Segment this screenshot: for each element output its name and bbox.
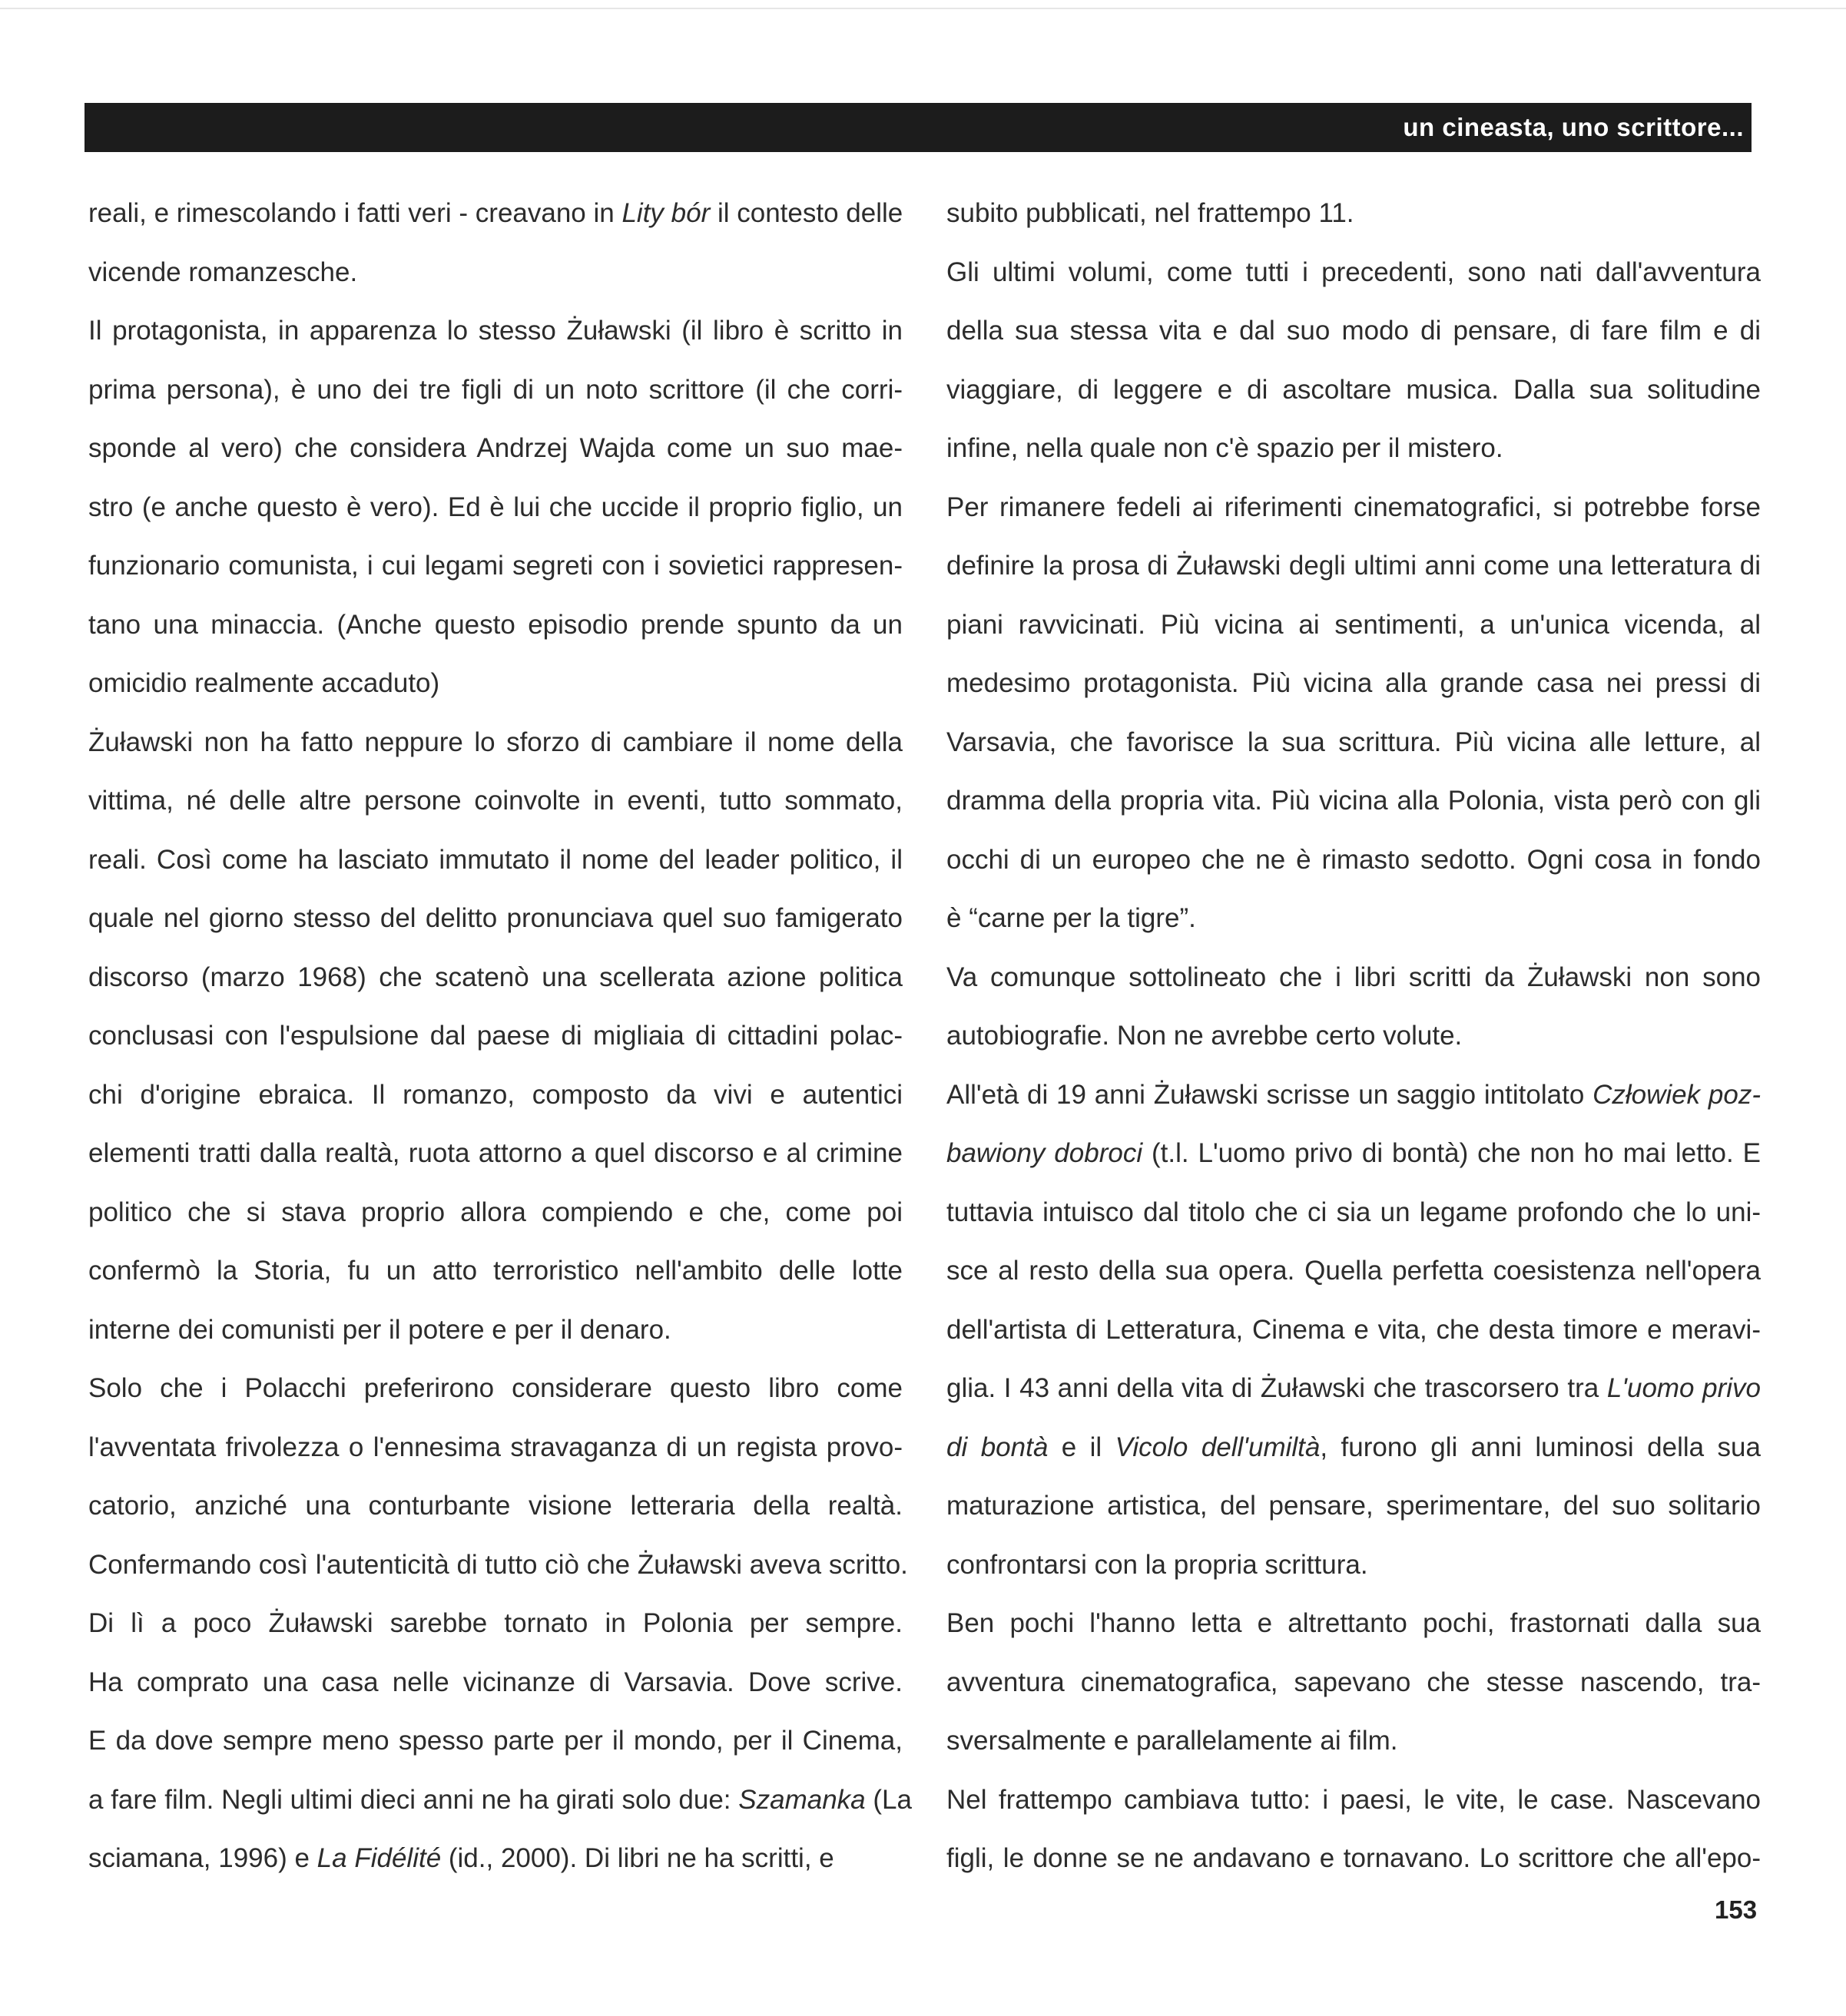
text-line xyxy=(946,478,1761,538)
text-run: piani ravvicinati. Più vicina ai sentimenti, a un'unica vicenda, al xyxy=(946,609,1761,640)
text-line xyxy=(88,831,903,890)
text-run: il contesto delle xyxy=(710,198,903,228)
text-run: subito pubblicati, nel frattempo 11. xyxy=(946,198,1354,228)
text-run: Gli ultimi volumi, come tutti i precedenti, sono nati dall'avventura xyxy=(946,257,1761,287)
text-line xyxy=(946,1124,1761,1183)
text-run: viaggiare, di leggere e di ascoltare musica. Dalla sua solitudine xyxy=(946,374,1761,405)
text-run: Varsavia, che favorisce la sua scrittura. Più vicina alle letture, al xyxy=(946,727,1761,757)
text-run: definire la prosa di Żuławski degli ultimi anni come una letteratura di xyxy=(946,551,1761,581)
text-line xyxy=(88,1594,903,1654)
text-line xyxy=(946,243,1761,303)
italic-title: Lity bór xyxy=(621,198,711,228)
left-text-column xyxy=(88,184,912,1889)
italic-title: Vicolo dell'umiltà xyxy=(1115,1432,1321,1462)
text-run: Nel frattempo cambiava tutto: i paesi, le vite, le case. Nascevano xyxy=(946,1784,1761,1815)
text-run: , furono gli anni luminosi della sua xyxy=(1320,1432,1761,1462)
text-line xyxy=(88,1418,903,1478)
italic-title: Człowiek poz- xyxy=(1592,1079,1761,1110)
text-run: maturazione artistica, del pensare, sperimentare, del suo solitario xyxy=(946,1491,1761,1521)
text-run: medesimo protagonista. Più vicina alla grande casa nei pressi di xyxy=(946,668,1761,698)
text-run: Confermando così l'autenticità di tutto ciò che Żuławski aveva scritto. xyxy=(88,1549,908,1580)
text-run: Ben pochi l'hanno letta e altrettanto pochi, frastornati dalla sua xyxy=(946,1608,1761,1638)
text-line xyxy=(946,1771,1761,1830)
text-line xyxy=(88,1654,903,1713)
page-number: 153 xyxy=(1715,1895,1758,1924)
text-run: a fare film. Negli ultimi dieci anni ne ha girati solo due: xyxy=(88,1784,739,1815)
text-line xyxy=(88,184,903,243)
text-line xyxy=(88,772,903,831)
text-line xyxy=(88,1477,903,1536)
text-line xyxy=(946,1712,1761,1771)
text-run: elementi tratti dalla realtà, ruota attorno a quel discorso e al crimine xyxy=(88,1138,903,1168)
text-run: avventura cinematografica, sapevano che stesse nascendo, tra- xyxy=(946,1667,1761,1697)
text-run: glia. I 43 anni della vita di Żuławski che trascorsero tra xyxy=(946,1373,1607,1403)
text-run: Di lì a poco Żuławski sarebbe tornato in Polonia per sempre. xyxy=(88,1608,903,1638)
text-run: sponde al vero) che considera Andrzej Wajda come un suo mae- xyxy=(88,433,903,463)
italic-title: di bontà xyxy=(946,1432,1049,1462)
text-run: l'avventata frivolezza o l'ennesima stravaganza di un regista provo- xyxy=(88,1432,903,1462)
text-run: vittima, né delle altre persone coinvolte in eventi, tutto sommato, xyxy=(88,786,903,816)
text-line xyxy=(946,1301,1761,1360)
text-line xyxy=(946,713,1761,773)
running-header-bar xyxy=(85,103,1752,152)
text-line xyxy=(946,184,1761,243)
text-line xyxy=(946,1359,1761,1418)
running-header-title: un cineasta, uno scrittore... xyxy=(1403,113,1744,141)
text-line xyxy=(88,596,903,655)
text-line xyxy=(88,1066,903,1125)
text-run: sce al resto della sua opera. Quella perfetta coesistenza nell'opera xyxy=(946,1256,1761,1286)
text-run: tuttavia intuisco dal titolo che ci sia un legame profondo che lo uni- xyxy=(946,1197,1761,1227)
text-run: politico che si stava proprio allora compiendo e che, come poi xyxy=(88,1197,903,1227)
italic-title: L'uomo privo xyxy=(1606,1373,1761,1403)
text-line xyxy=(88,419,903,478)
text-line xyxy=(88,948,903,1008)
text-run: e il xyxy=(1048,1432,1115,1462)
text-run: stro (e anche questo è vero). Ed è lui che uccide il proprio figlio, un xyxy=(88,492,903,522)
text-line xyxy=(88,478,903,538)
italic-title: La Fidélité xyxy=(317,1843,442,1873)
text-line xyxy=(946,831,1761,890)
text-run: figli, le donne se ne andavano e tornavano. Lo scrittore che all'epo- xyxy=(946,1843,1761,1873)
text-line xyxy=(88,1359,903,1418)
text-run: occhi di un europeo che ne è rimasto sedotto. Ogni cosa in fondo xyxy=(946,844,1761,875)
text-line xyxy=(946,1829,1761,1889)
text-line xyxy=(946,1418,1761,1478)
text-run: omicidio realmente accaduto) xyxy=(88,668,440,698)
text-run: Żuławski non ha fatto neppure lo sforzo di cambiare il nome della xyxy=(88,727,903,757)
text-run: All'età di 19 anni Żuławski scrisse un saggio intitolato xyxy=(946,1079,1593,1110)
text-run: dell'artista di Letteratura, Cinema e vita, che desta timore e meravi- xyxy=(946,1314,1761,1345)
text-run: Ha comprato una casa nelle vicinanze di Varsavia. Dove scrive. xyxy=(88,1667,903,1697)
text-run: sciamana, 1996) e xyxy=(88,1843,317,1873)
text-line xyxy=(88,302,903,361)
text-line xyxy=(88,1183,903,1243)
text-line xyxy=(946,419,1761,478)
text-line xyxy=(88,537,903,596)
text-run: Il protagonista, in apparenza lo stesso Żuławski (il libro è scritto in xyxy=(88,316,903,346)
text-line xyxy=(946,596,1761,655)
text-run: discorso (marzo 1968) che scatenò una scellerata azione politica xyxy=(88,962,903,992)
text-line xyxy=(946,1242,1761,1301)
text-run: dramma della propria vita. Più vicina alla Polonia, vista però con gli xyxy=(946,786,1761,816)
text-line xyxy=(88,1536,908,1595)
right-text-column xyxy=(946,184,1761,1889)
text-run: chi d'origine ebraica. Il romanzo, composto da vivi e autentici xyxy=(88,1079,903,1110)
text-run: tano una minaccia. (Anche questo episodio prende spunto da un xyxy=(88,609,903,640)
text-line xyxy=(88,1712,903,1771)
text-line xyxy=(946,772,1761,831)
text-run: (t.l. L'uomo privo di bontà) che non ho mai letto. E xyxy=(1142,1138,1761,1168)
text-run: Solo che i Polacchi preferirono considerare questo libro come xyxy=(88,1373,903,1403)
text-line xyxy=(88,361,903,420)
text-line xyxy=(946,1007,1761,1066)
text-run: è “carne per la tigre”. xyxy=(946,903,1196,933)
text-run: (id., 2000). Di libri ne ha scritti, e xyxy=(441,1843,834,1873)
text-line xyxy=(946,889,1761,948)
text-run: sversalmente e parallelamente ai film. xyxy=(946,1726,1398,1756)
text-line xyxy=(88,1242,903,1301)
text-line xyxy=(946,1594,1761,1654)
text-line xyxy=(946,1183,1761,1243)
text-line xyxy=(946,537,1761,596)
text-line xyxy=(946,1066,1761,1125)
text-run: catorio, anziché una conturbante visione letteraria della realtà. xyxy=(88,1491,903,1521)
text-run: Per rimanere fedeli ai riferimenti cinematografici, si potrebbe forse xyxy=(946,492,1761,522)
text-run: infine, nella quale non c'è spazio per il mistero. xyxy=(946,433,1503,463)
text-run: confrontarsi con la propria scrittura. xyxy=(946,1549,1368,1580)
text-run: interne dei comunisti per il potere e per il denaro. xyxy=(88,1314,671,1345)
text-line xyxy=(88,1829,903,1889)
text-line xyxy=(946,361,1761,420)
text-line xyxy=(946,1536,1761,1595)
text-line xyxy=(88,654,903,713)
text-run: Va comunque sottolineato che i libri scritti da Żuławski non sono xyxy=(946,962,1761,992)
text-line xyxy=(88,1124,903,1183)
text-line xyxy=(946,654,1761,713)
text-run: prima persona), è uno dei tre figli di un noto scrittore (il che corri- xyxy=(88,374,903,405)
text-run: conclusasi con l'espulsione dal paese di migliaia di cittadini polac- xyxy=(88,1021,903,1051)
text-run: reali. Così come ha lasciato immutato il nome del leader politico, il xyxy=(88,844,903,875)
text-run: autobiografie. Non ne avrebbe certo volute. xyxy=(946,1021,1463,1051)
text-run: quale nel giorno stesso del delitto pronunciava quel suo famigerato xyxy=(88,903,903,933)
page-top-rule xyxy=(0,8,1846,9)
text-run: (La xyxy=(865,1784,912,1815)
text-line xyxy=(88,889,903,948)
text-run: vicende romanzesche. xyxy=(88,257,358,287)
text-run: della sua stessa vita e dal suo modo di pensare, di fare film e di xyxy=(946,316,1761,346)
text-run: confermò la Storia, fu un atto terroristico nell'ambito delle lotte xyxy=(88,1256,903,1286)
text-line xyxy=(88,1301,903,1360)
text-run: funzionario comunista, i cui legami segreti con i sovietici rappresen- xyxy=(88,551,903,581)
text-run: reali, e rimescolando i fatti veri - creavano in xyxy=(88,198,622,228)
text-run: E da dove sempre meno spesso parte per il mondo, per il Cinema, xyxy=(88,1726,903,1756)
text-line xyxy=(88,243,903,303)
text-line xyxy=(88,1007,903,1066)
text-line xyxy=(946,1477,1761,1536)
text-line xyxy=(946,948,1761,1008)
text-line xyxy=(946,302,1761,361)
text-line xyxy=(88,1771,912,1830)
text-line xyxy=(88,713,903,773)
italic-title: Szamanka xyxy=(738,1784,866,1815)
italic-title: bawiony dobroci xyxy=(946,1138,1143,1168)
text-line xyxy=(946,1654,1761,1713)
